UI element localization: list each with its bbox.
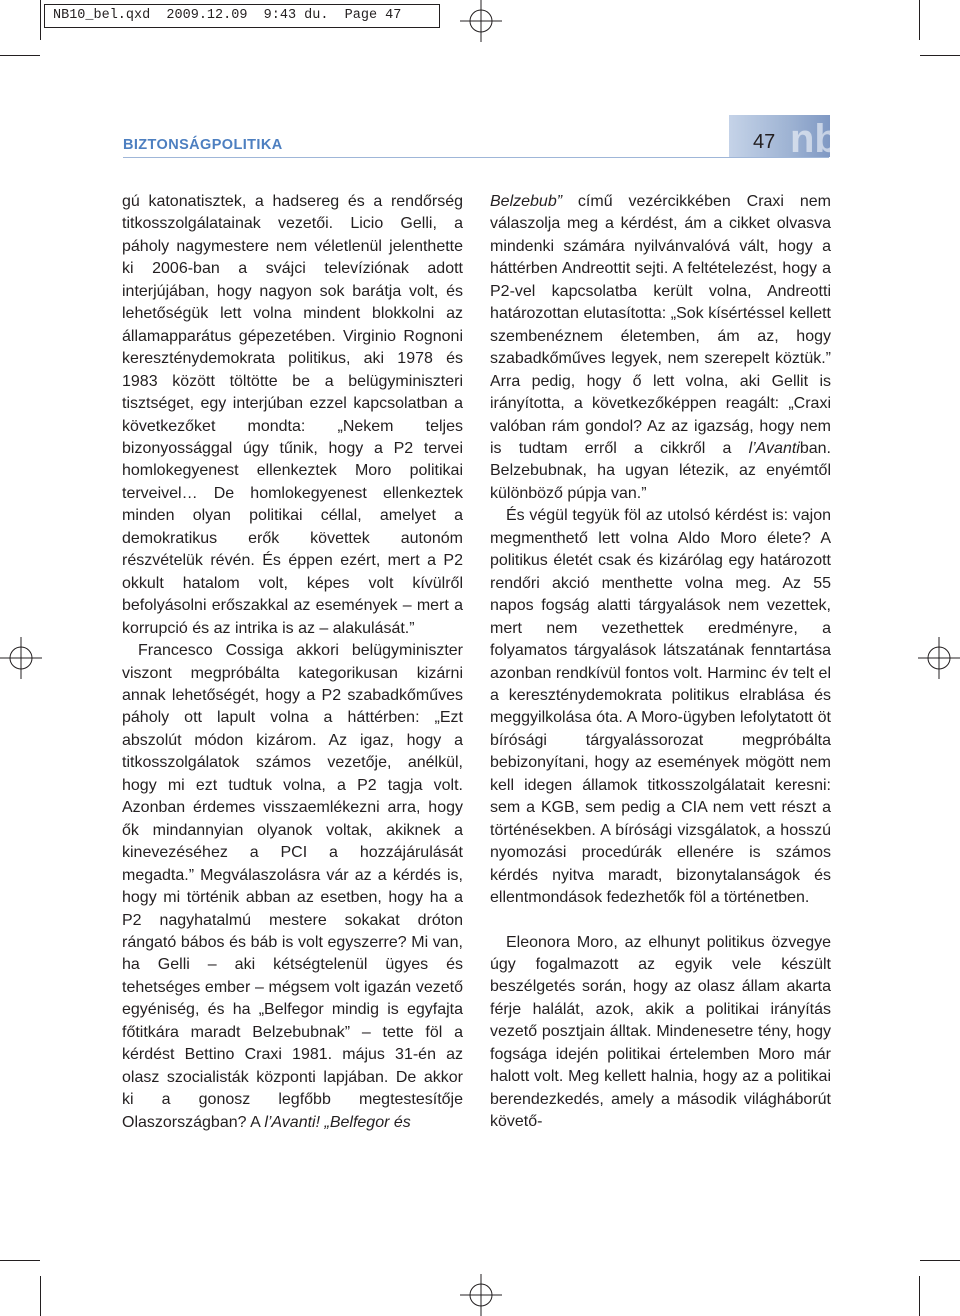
registration-mark-right [918,637,960,679]
crop-mark [920,55,960,56]
nb-logo-text: nb [790,117,839,161]
paragraph: Eleonora Moro, az elhunyt politikus özvegye úgy fogalmazott az egyik vele készült beszélgetés során, hogy az olasz állam akarta férje halálát, azok, akik a politikai irányítás vezető posztjain álltak. Mindenesetre tény, hogy fogsága idején politikai értelemben Moro már halott volt. Meg kellett halnia, hogy az a politikai berendezkedés, amely a második világháborút követő- [490,933,831,1131]
header-rule [123,157,829,158]
left-column [122,191,463,1134]
crop-mark [919,1276,920,1316]
italic-text: l’Avanti! [264,1113,321,1131]
page-number-box [729,115,839,161]
crop-mark [920,1260,960,1261]
page-number: 47 [753,131,776,153]
registration-mark-bottom [460,1274,502,1316]
italic-text: Belzebub” [490,193,563,210]
paragraph: Belzebub” című vezércikkében Craxi nem válaszolja meg a kérdést, ám a cikket olvasva mindenki számára nyilvánvalóvá vált, hogy a háttérben Andreottit sejti. A feltételezést, hogy a P2-vel kapcsolatba került volna, Andreotti határozottan elutasította: „Sok kísértéssel kellett szembenéznem életemben, ám az, hogy szabadkőműves legyek, nem szerepelt köztük.” Arra pedig, hogy ő lett volna, aki Gellit is irányította, a következőképpen reagált: „Craxi valóban rám gondol? Az az igazság, hogy nem is tudtam erről a cikkről a l’Avantiban. Belzebubnak, ha ugyan létezik, az enyémtől különböző púpja van.” [490,193,831,502]
paragraph: Francesco Cossiga akkori belügyminiszter viszont megpróbálta kategorikusan kizárni annak lehetőségét, hogy a P2 szabadkőműves páholy ott lapult volna a háttérben: „Ezt abszolút módon kizárom. Az igaz, hogy a titkosszolgálatok számos vezetője, anélkül, hogy mi ezt tudtuk volna, a P2 tagja volt. Azonban érdemes visszaemlékezni arra, hogy ők mindannyian olyanok voltak, akiknek a kinevezéséhez a PCI a hozzájárulását megadta.” Megválaszolásra vár az a kérdés is, hogy mi történik abban az esetben, hogy ha a P2 nagyhatalmú mestere sokakat dróton rángató bábos és báb is volt egyszerre? Mi van, ha Gelli – aki kétségtelenül ügyes és tehetséges ember – mégsem volt igazán vezető egyéniség, és ha „Belfegor mindig is egyfajta főtitkára maradt Belzebubnak” – tette föl a kérdést Bettino Craxi 1981. május 31-én az olasz szocialisták központi lapjában. De akkor ki a gonosz legfőbb megtestesítője Olaszországban? A l’Avanti! „Belfegor és [122,642,463,1131]
nb-logo-icon [789,117,839,161]
right-column [490,191,831,1134]
italic-text: „Belfegor és [320,1113,411,1131]
registration-mark-left [0,637,42,679]
section-title: BIZTONSÁGPOLITIKA [123,137,283,153]
italic-text: l’Avanti [748,439,800,457]
crop-mark [40,1276,41,1316]
paragraph: És végül tegyük föl az utolsó kérdést is: vajon megmenthető lett volna Aldo Moro élete? A politikus életét csak és kizárólag egy határozott rendőri akció menthette volna meg. Az 55 napos fogság alatti tárgyalások nem vezettek, mert nem vezethettek eredményre, a folyamatos tárgyalások látszatának fenntartása azonban rendkívül fontos volt. Harminc év telt el a kereszténydemokrata politikus elrablása és meggyilkolása óta. A Moro-ügyben lefolytatott öt bírósági tárgyalássorozat megpróbálta bebizonyítani, hogy az események mögött nem kell idegen államok titkosszolgálatait keresni: sem a KGB, sem pedig a CIA nem vett részt a történésekben. A bírósági vizsgálatok, a hosszú nyomozási procedúrák ellenére is számos kérdés nyitva maradt, bizonytalanságok és ellentmondások fedezhetők föl a történetben. [490,507,831,907]
printer-slug: NB10_bel.qxd 2009.12.09 9:43 du. Page 47 [44,4,440,28]
crop-mark [0,55,40,56]
registration-mark-top [460,0,502,42]
crop-mark [0,1260,40,1261]
crop-mark [919,0,920,40]
crop-mark [40,0,41,40]
paragraph: gú katonatisztek, a hadsereg és a rendőrség titkosszolgálatainak vezetői. Licio Gelli, a páholy nagymestere nem véletlenül jelenthette ki 2006-ban a svájci televíziónak adott interjújában, hogy nagyon sok barátja volt, és lehetőségük lett volna mindent blokkolni az államapparátus gépezetében. Virginio Rognoni kereszténydemokrata politikus, aki 1978 és 1983 között töltötte be a belügyminiszteri tisztséget, egy interjúban ezzel kapcsolatban a következőket mondta: „Nekem teljes bizonyossággal úgy tűnik, hogy a P2 tervei homlokegyenest ellenkeztek Moro politikai terveivel… De homlokegyenest ellenkeztek minden olyan politikai céllal, amelyet a demokratikus erők követtek autonóm részvételük révén. És éppen ezért, mert a P2 okkult hatalom volt, képes volt kívülről befolyásolni erőszakkal az események – mert a korrupció és az intrika is az – alakulását.” [122,193,463,637]
